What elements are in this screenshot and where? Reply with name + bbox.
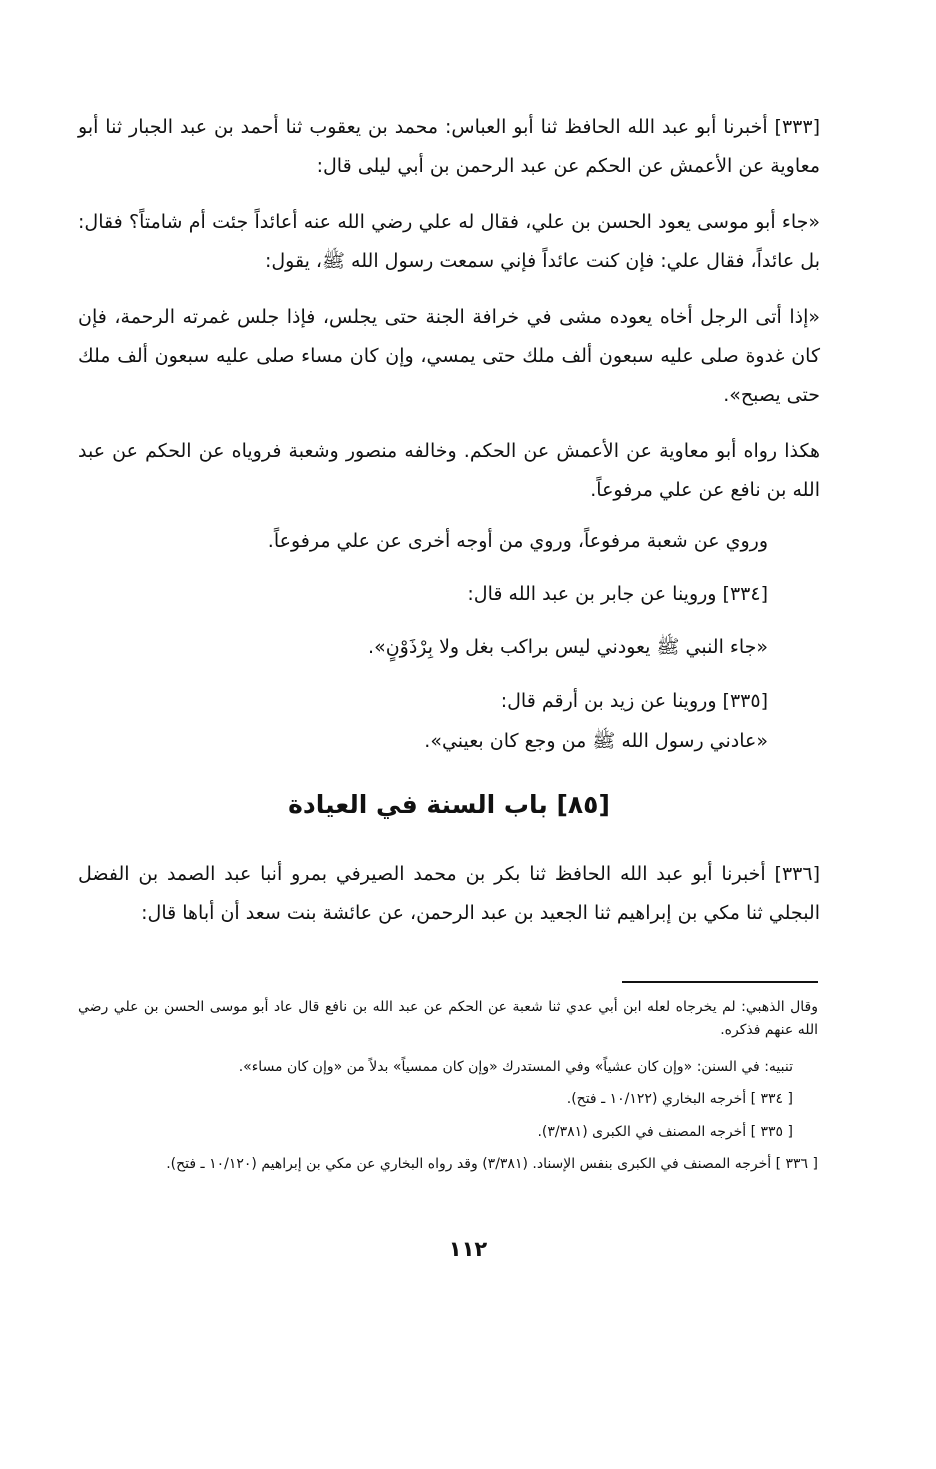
footnote-tanbih: تنبيه: في السنن: «وإن كان عشياً» وفي المستدرك «وإن كان ممسياً» بدلاً من «وإن كان مساء».: [238, 1059, 793, 1075]
footnote-separator: [622, 981, 818, 983]
page-number: ١١٢: [448, 1237, 488, 1261]
hadith-333-commentary-2: وروي عن شعبة مرفوعاً، وروي من أوجه أخرى عن علي مرفوعاً.: [267, 530, 768, 552]
footnote-336: [ ٣٣٦ ] أخرجه المصنف في الكبرى بنفس الإسناد. (٣/٣٨١) وقد رواه البخاري عن مكي بن إبراهيم (١٠/١٢٠ ـ فتح).: [166, 1156, 818, 1172]
hadith-333-prophetic-saying: «إذا أتى الرجل أخاه يعوده مشى في خرافة الجنة حتى يجلس، فإذا جلس غمرته الرحمة، فإن كان غدوة صلى عليه سبعون ألف ملك حتى يمسي، وإن كان مساء صلى عليه سبعون ألف ملك حتى يصبح».: [78, 306, 820, 406]
footnote-334: [ ٣٣٤ ] أخرجه البخاري (١٠/١٢٢ ـ فتح).: [566, 1091, 793, 1107]
footnote-335: [ ٣٣٥ ] أخرجه المصنف في الكبرى (٣/٣٨١).: [537, 1124, 793, 1140]
hadith-334-text: «جاء النبي ﷺ يعودني ليس براكب بغل ولا بِرْذَوْنٍ».: [368, 636, 768, 658]
hadith-333-commentary: هكذا رواه أبو معاوية عن الأعمش عن الحكم. وخالفه منصور وشعبة فروياه عن الحكم عن عبد الله بن نافع عن علي مرفوعاً.: [78, 440, 820, 501]
hadith-335-text: «عادني رسول الله ﷺ من وجع كان بعيني».: [424, 730, 768, 752]
hadith-335-isnad: [٣٣٥] وروينا عن زيد بن أرقم قال:: [500, 690, 768, 712]
chapter-heading: [٨٥] باب السنة في العيادة: [288, 790, 610, 819]
hadith-333-text: «جاء أبو موسى يعود الحسن بن علي، فقال له علي رضي الله عنه أعائداً جئت أم شامتاً؟ فقال: بل عائداً، فقال علي: فإن كنت عائداً فإني سمعت رسول الله ﷺ، يقول:: [78, 211, 820, 272]
hadith-334-isnad: [٣٣٤] وروينا عن جابر بن عبد الله قال:: [467, 583, 768, 605]
footnote-dhahabi: وقال الذهبي: لم يخرجاه لعله ابن أبي عدي ثنا شعبة عن الحكم عن عبد الله بن نافع قال عاد أبو موسى الحسن بن علي رضي الله عنهم فذكره.: [78, 999, 818, 1038]
hadith-333-isnad: [٣٣٣] أخبرنا أبو عبد الله الحافظ ثنا أبو العباس: محمد بن يعقوب ثنا أحمد بن عبد الجبار ثنا أبو معاوية عن الأعمش عن الحكم عن عبد الرحمن بن أبي ليلى قال:: [78, 116, 820, 177]
hadith-336-isnad: [٣٣٦] أخبرنا أبو عبد الله الحافظ ثنا بكر بن محمد الصيرفي بمرو أنبا عبد الصمد بن الفضل البجلي ثنا مكي بن إبراهيم ثنا الجعيد بن عبد الرحمن، عن عائشة بنت سعد أن أباها قال:: [78, 863, 820, 924]
